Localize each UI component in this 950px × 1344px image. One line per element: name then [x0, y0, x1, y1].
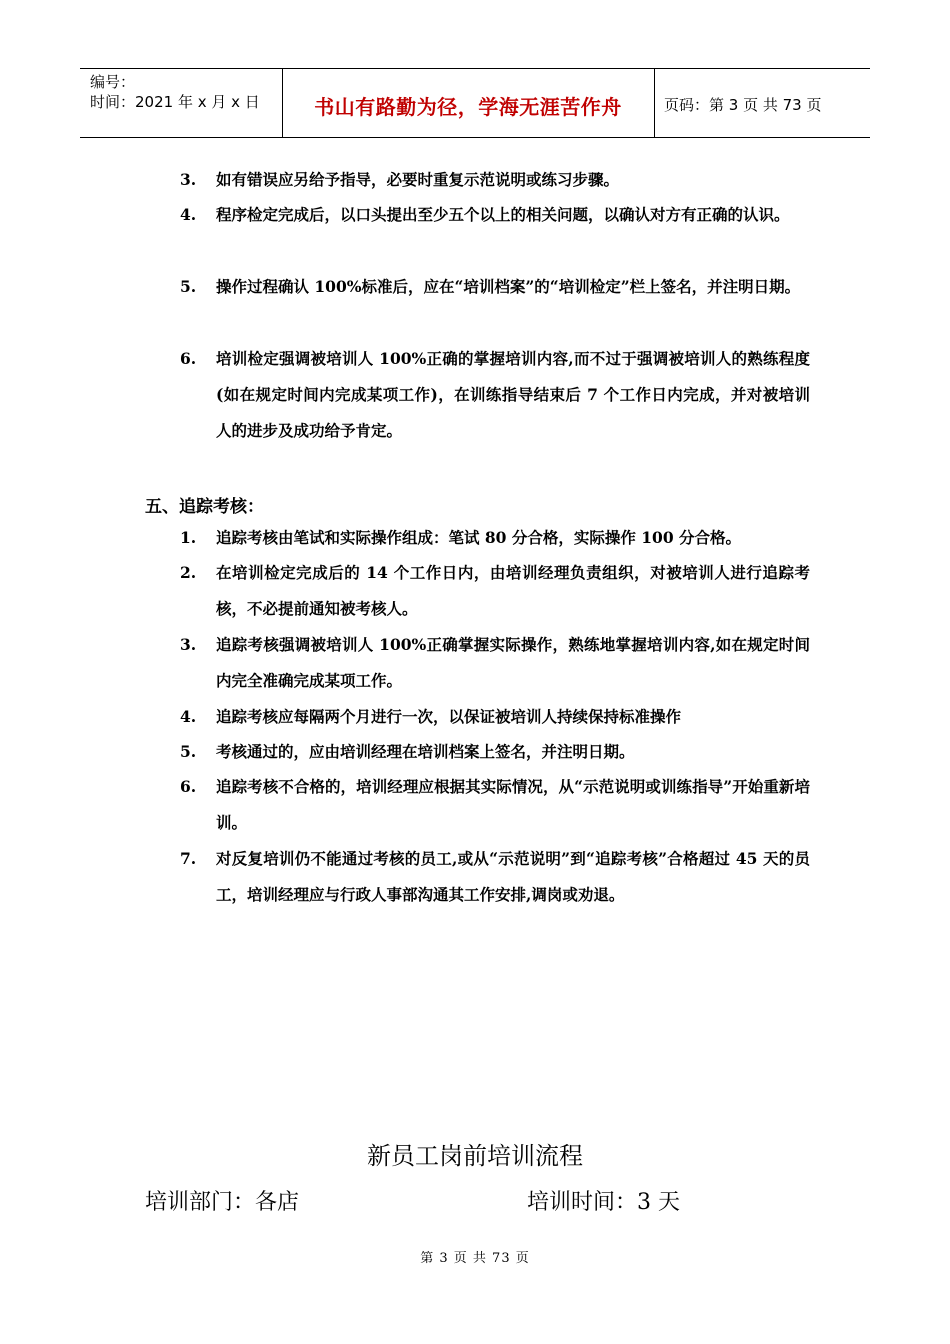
- list-item-text: 培训检定强调被培训人 100%正确的掌握培训内容,而不过于强调被培训人的熟练程度(如在规定时间内完成某项工作)，在训练指导结束后 7 个工作日内完成，并对被培训人的进步及成功给予肯定。: [216, 349, 810, 440]
- list-item-number: 4.: [180, 205, 197, 224]
- list-item-text: 追踪考核强调被培训人 100%正确掌握实际操作，熟练地掌握培训内容,如在规定时间内完全准确完成某项工作。: [216, 635, 810, 690]
- list-item: [180, 734, 810, 770]
- list-item-number: 6.: [180, 349, 197, 368]
- list-item-number: 4.: [180, 707, 197, 726]
- list-item: [180, 627, 810, 699]
- page-footer: 第 3 页 共 73 页: [420, 1251, 530, 1266]
- list-item-text: 追踪考核不合格的，培训经理应根据其实际情况，从“示范说明或训练指导”开始重新培训。: [216, 777, 810, 832]
- list-item-text: 对反复培训仍不能通过考核的员工,或从“示范说明”到“追踪考核”合格超过 45 天的员工，培训经理应与行政人事部沟通其工作安排,调岗或劝退。: [216, 849, 810, 904]
- header-left-cell: [80, 69, 283, 137]
- list-item: [180, 555, 810, 627]
- list-item-number: 6.: [180, 777, 197, 796]
- list-item-text: 如有错误应另给予指导，必要时重复示范说明或练习步骤。: [216, 170, 620, 189]
- list-item-number: 5.: [180, 742, 197, 761]
- next-section-title: 新员工岗前培训流程: [367, 1142, 583, 1170]
- training-department: 培训部门：各店: [145, 1190, 300, 1215]
- list-item: [180, 841, 810, 913]
- list-item-number: 2.: [180, 563, 197, 582]
- list-item: [180, 341, 810, 449]
- list-item: [180, 162, 810, 198]
- list-item: [180, 769, 810, 841]
- header-middle-cell: [282, 69, 655, 137]
- header-motto: 书山有路勤为径，学海无涯苦作舟: [314, 95, 622, 119]
- header-page-info: 页码：第 3 页 共 73 页: [664, 96, 822, 114]
- document-number-label: 编号：: [90, 73, 136, 91]
- list-item-number: 3.: [180, 170, 197, 189]
- document-date-label: 时间：2021 年 x 月 x 日: [90, 93, 260, 111]
- list-item: [180, 520, 810, 556]
- header-right-cell: [654, 69, 870, 137]
- list-item-text: 在培训检定完成后的 14 个工作日内，由培训经理负责组织，对被培训人进行追踪考核，不必提前通知被考核人。: [216, 563, 810, 618]
- list-item-number: 3.: [180, 635, 197, 654]
- list-item-number: 5.: [180, 277, 197, 296]
- list-item-text: 程序检定完成后，以口头提出至少五个以上的相关问题，以确认对方有正确的认识。: [216, 205, 790, 224]
- list-item-text: 追踪考核由笔试和实际操作组成：笔试 80 分合格，实际操作 100 分合格。: [216, 528, 742, 547]
- list-item-text: 考核通过的，应由培训经理在培训档案上签名，并注明日期。: [216, 742, 635, 761]
- list-item-text: 追踪考核应每隔两个月进行一次，以保证被培训人持续保持标准操作: [216, 707, 682, 726]
- training-duration: 培训时间：3 天: [527, 1190, 680, 1215]
- page-header: [80, 68, 870, 138]
- list-item-number: 1.: [180, 528, 197, 547]
- section-heading: 五、追踪考核：: [145, 497, 264, 517]
- list-item-text: 操作过程确认 100%标准后，应在“培训档案”的“培训检定”栏上签名，并注明日期。: [216, 277, 801, 296]
- list-item: [180, 197, 810, 233]
- list-item: [180, 269, 810, 305]
- list-item: [180, 699, 810, 735]
- list-item-number: 7.: [180, 849, 197, 868]
